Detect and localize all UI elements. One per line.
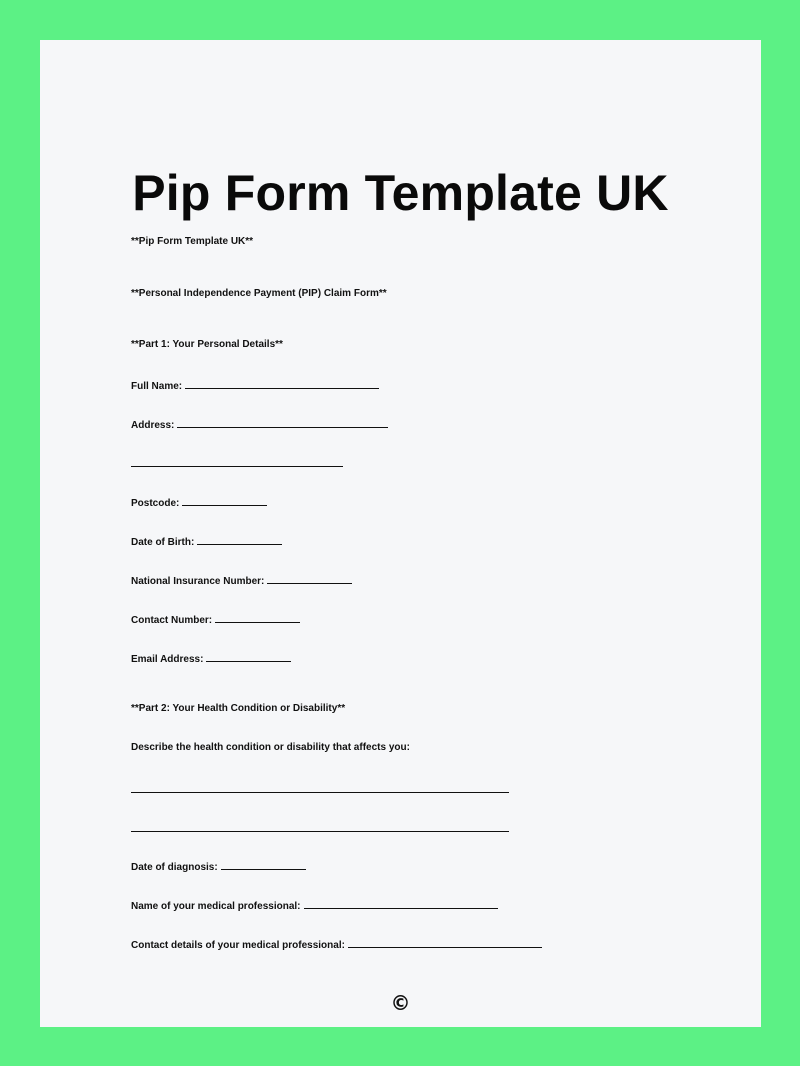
medical-contact-row <box>131 937 542 952</box>
dob-field[interactable] <box>197 534 282 545</box>
full-name-field[interactable] <box>185 378 379 389</box>
medical-professional-field[interactable] <box>304 898 498 909</box>
postcode-field[interactable] <box>182 495 267 506</box>
full-name-row <box>131 378 379 393</box>
contact-number-field[interactable] <box>215 612 300 623</box>
postcode-row <box>131 495 267 510</box>
dob-row <box>131 534 282 549</box>
diagnosis-date-field[interactable] <box>221 859 306 870</box>
postcode-label: Postcode: <box>131 498 180 509</box>
part1-heading: **Part 1: Your Personal Details** <box>131 339 283 350</box>
form-name: **Personal Independence Payment (PIP) Claim Form** <box>131 288 387 299</box>
ni-number-label: National Insurance Number: <box>131 576 265 587</box>
diagnosis-date-row <box>131 859 306 874</box>
contact-number-label: Contact Number: <box>131 615 213 626</box>
address-label: Address: <box>131 420 175 431</box>
email-label: Email Address: <box>131 654 204 665</box>
ni-number-field[interactable] <box>267 573 352 584</box>
full-name-label: Full Name: <box>131 381 183 392</box>
heading-repeat: **Pip Form Template UK** <box>131 236 254 247</box>
dob-label: Date of Birth: <box>131 537 195 548</box>
medical-professional-label: Name of your medical professional: <box>131 901 301 912</box>
diagnosis-date-label: Date of diagnosis: <box>131 862 218 873</box>
contact-number-row <box>131 612 300 627</box>
email-field[interactable] <box>206 651 291 662</box>
email-row <box>131 651 291 666</box>
page-title: Pip Form Template UK <box>132 165 669 221</box>
part2-heading: **Part 2: Your Health Condition or Disability** <box>131 703 346 714</box>
medical-contact-field[interactable] <box>348 937 542 948</box>
ni-number-row <box>131 573 352 588</box>
describe-line-1-field[interactable] <box>131 792 509 793</box>
copyright-icon: © <box>390 991 411 1015</box>
medical-professional-row <box>131 898 498 913</box>
address-field[interactable] <box>177 417 388 428</box>
describe-prompt: Describe the health condition or disability that affects you: <box>131 742 410 753</box>
address-line-2-field[interactable] <box>131 466 343 467</box>
medical-contact-label: Contact details of your medical professional: <box>131 940 345 951</box>
form-sheet <box>40 40 761 1027</box>
address-row <box>131 417 388 432</box>
describe-line-2-field[interactable] <box>131 831 509 832</box>
